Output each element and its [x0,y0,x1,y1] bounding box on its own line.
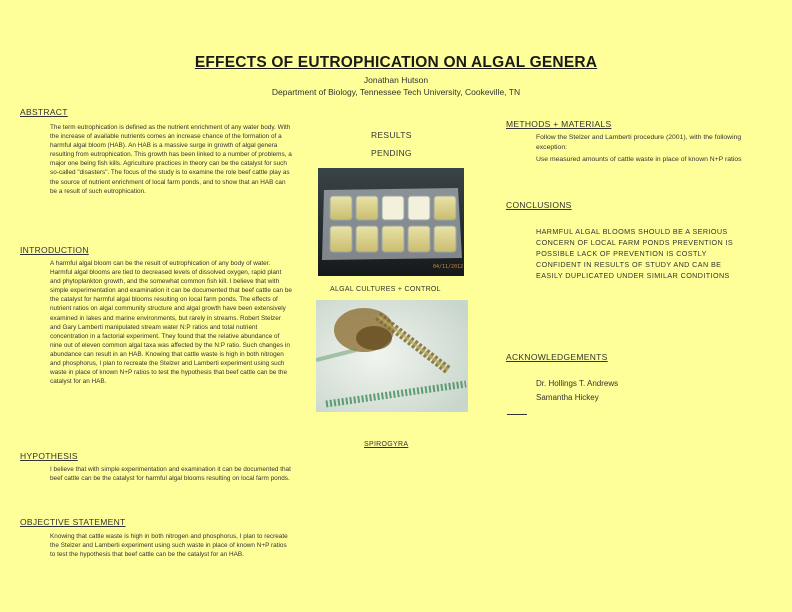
methods-heading: METHODS + MATERIALS [506,119,612,129]
divider-line [507,414,527,415]
culture-tray-image [318,168,464,276]
hypothesis-text: I believe that with simple experimentation and examination it can be documented that beef cattle can be the catalyst for harmful algal blooms resulting on local farm ponds. [50,466,291,483]
results-status: PENDING [371,148,412,158]
introduction-text: A harmful algal bloom can be the result of eutrophication of any body of water. Harmful algal blooms are tied to decreased levels of dissolved oxygen, rapid plant and phytoplankton growth, and the somewhat common fish kill. I believe that with simple experimentation and examination it can be documented that beef cattle can be the catalyst for harmful algal blooms resulting on local farm ponds. The effects of nutrient ratios on algal community structure and algal growth have been extensively examined in lakes and marine environments, but rarely in streams. Robert Stelzer and Gary Lamberti manipulated stream water N:P ratios and total nutrient concentration in a factorial experiment. They found that the relative abundance of nine out of eleven common algal taxa was affected by the N:P ratio. Such changes in abundance can result in an HAB. Knowing that cattle waste is high in both nitrogen and phosphorus, I plan to recreate the Stelzer and Lamberti experiment using such waste in place of known N+P ratios to test the hypothesis that beef cattle can be the catalyst for an HAB. [50,260,292,386]
abstract-heading: ABSTRACT [20,107,68,117]
results-heading: RESULTS [371,130,412,140]
conclusions-text: HARMFUL ALGAL BLOOMS SHOULD BE A SERIOUS CONCERN OF LOCAL FARM PONDS PREVENTION IS POSSIBLE LACK OF PREVENTION IS COSTLY CONFIDENT IN RESULTS OF STUDY AND CAN BE EASILY DUPLICATED UNDER SIMILAR CONDITIONS [536,227,734,280]
methods-line-1: Follow the Stelzer and Lamberti procedure (2001), with the following exception: [536,134,742,151]
acknowledgement-name: Dr. Hollings T. Andrews [536,379,619,388]
photo-date-stamp: 04/11/2012 [433,264,464,270]
cultures-caption: ALGAL CULTURES + CONTROL [330,286,441,293]
spirogyra-caption: SPIROGYRA [364,441,409,448]
acknowledgement-name: Samantha Hickey [536,393,599,402]
methods-line-2: Use measured amounts of cattle waste in place of known N+P ratios [536,156,742,163]
poster-title: EFFECTS OF EUTROPHICATION ON ALGAL GENERA [194,54,598,71]
author-name: Jonathan Hutson [363,75,429,85]
algal-cultures-photo [318,168,464,276]
abstract-text: The term eutrophication is defined as the nutrient enrichment of any water body. With the increase of available nutrients comes an increase chance of the formation of a harmful algal bloom (HAB). An HAB is a massive surge in growth of algal genera resulting from eutrophication. This growth has been linked to a number of problems, a major one being fish kills. Agriculture practices in theory can be the catalyst for such so-called "disasters". The focus of the study is to examine the role beef cattle play as the source of nutrient enrichment of local farm ponds, and to show that an HAB can be a result of such eutrophication. [50,124,292,195]
objective-text: Knowing that cattle waste is high in both nitrogen and phosphorus, I plan to recreate the Stelzer and Lamberti experiment using such waste in place of known N+P ratios to test the hypothesis that beef cattle can be the catalyst for an HAB. [50,533,288,559]
acknowledgements-heading: ACKNOWLEDGEMENTS [506,352,608,362]
spirogyra-micrograph [316,300,468,412]
conclusions-heading: CONCLUSIONS [506,200,572,210]
introduction-heading: INTRODUCTION [20,245,89,255]
objective-heading: OBJECTIVE STATEMENT [20,517,126,527]
hypothesis-heading: HYPOTHESIS [20,451,78,461]
affiliation: Department of Biology, Tennessee Tech University, Cookeville, TN [271,87,521,97]
spirogyra-photo [316,300,468,412]
